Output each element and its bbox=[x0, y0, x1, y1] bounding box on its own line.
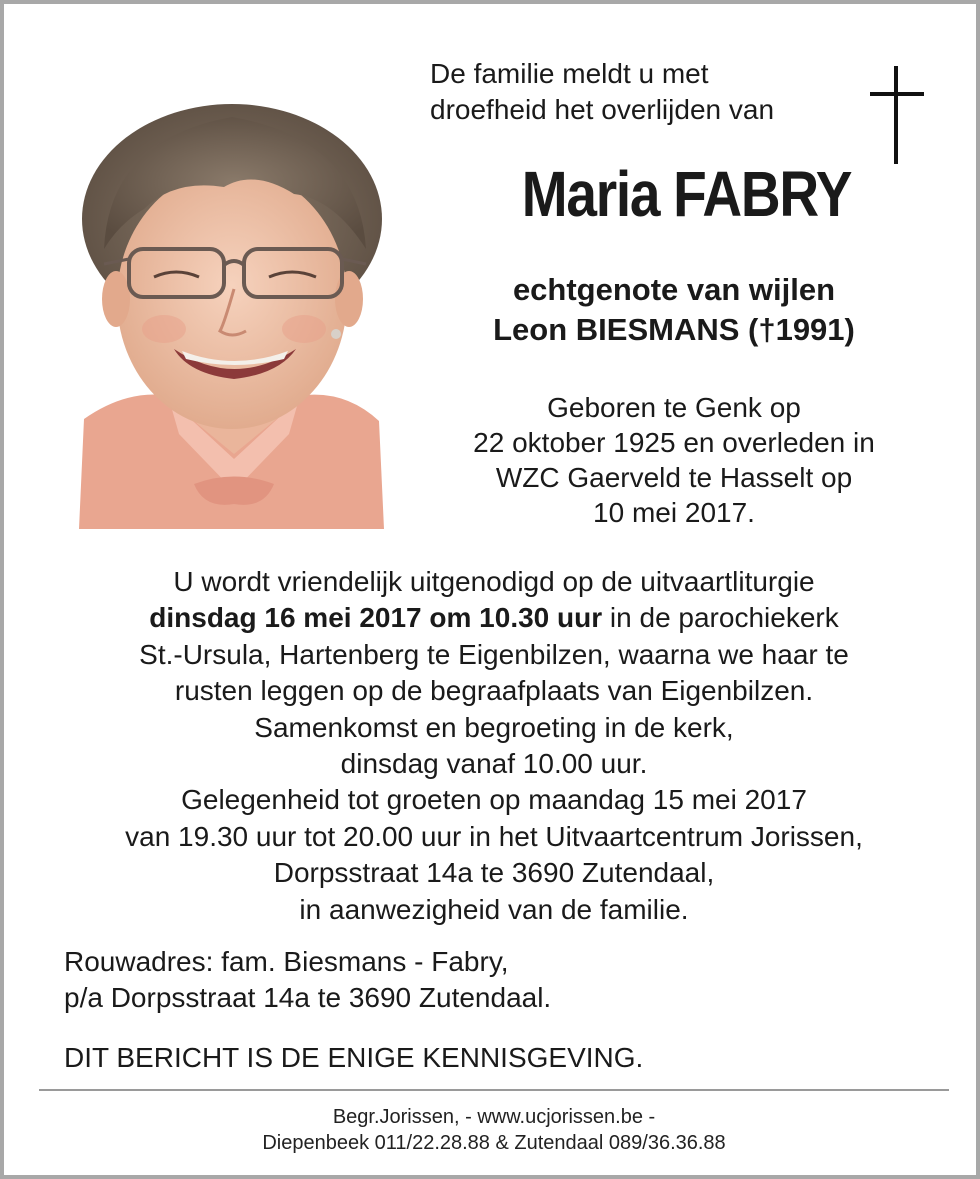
intro-line-2: droefheid het overlijden van bbox=[430, 94, 775, 125]
service-line-7: Gelegenheid tot groeten op maandag 15 mei 2017 bbox=[181, 784, 807, 816]
service-line-3: St.-Ursula, Hartenberg te Eigenbilzen, waarna we haar te bbox=[139, 638, 849, 670]
service-line-5: Samenkomst en begroeting in de kerk, bbox=[254, 711, 734, 743]
cross-icon bbox=[866, 66, 928, 164]
service-date-time: dinsdag 16 mei 2017 om 10.30 uur bbox=[149, 602, 603, 634]
portrait-photo bbox=[74, 99, 389, 529]
footer-line-1: Begr.Jorissen, - www.ucjorissen.be - bbox=[332, 1106, 656, 1128]
divider bbox=[39, 1089, 949, 1091]
service-location-intro: in de parochiekerk bbox=[602, 602, 839, 634]
birth-line-1: Geboren te Genk op bbox=[547, 392, 801, 423]
intro-text bbox=[430, 56, 850, 128]
service-line-1: U wordt vriendelijk uitgenodigd op de uitvaartliturgie bbox=[173, 566, 815, 597]
service-line-8: van 19.30 uur tot 20.00 uur in het Uitvaartcentrum Jorissen, bbox=[125, 820, 863, 852]
intro-line-1: De familie meldt u met bbox=[430, 58, 709, 89]
service-line-6: dinsdag vanaf 10.00 uur. bbox=[340, 748, 648, 780]
footer-line-2: Diepenbeek 011/22.28.88 & Zutendaal 089/36.36.88 bbox=[262, 1132, 726, 1154]
spouse-line-1: echtgenote van wijlen bbox=[512, 272, 836, 307]
spouse-line-2: Leon BIESMANS (†1991) bbox=[493, 312, 855, 347]
spouse-info bbox=[424, 270, 924, 350]
birth-line-4: 10 mei 2017. bbox=[593, 497, 755, 528]
deceased-name: Maria FABRY bbox=[521, 158, 852, 230]
mourning-address bbox=[64, 944, 924, 1016]
birth-death-info bbox=[424, 390, 924, 530]
address-line-1: Rouwadres: fam. Biesmans - Fabry, bbox=[64, 946, 509, 977]
service-line-9: Dorpsstraat 14a te 3690 Zutendaal, bbox=[273, 857, 715, 889]
funeral-service-info bbox=[4, 564, 980, 928]
birth-line-3: WZC Gaerveld te Hasselt op bbox=[495, 462, 853, 493]
birth-line-2: 22 oktober 1925 en overleden in bbox=[473, 427, 875, 458]
service-line-10: in aanwezigheid van de familie. bbox=[299, 893, 689, 925]
service-line-2 bbox=[4, 600, 980, 636]
undertaker-footer bbox=[4, 1104, 980, 1156]
service-line-4: rusten leggen op de begraafplaats van Eigenbilzen. bbox=[174, 675, 814, 707]
address-line-2: p/a Dorpsstraat 14a te 3690 Zutendaal. bbox=[64, 982, 552, 1013]
sole-notice: DIT BERICHT IS DE ENIGE KENNISGEVING. bbox=[64, 1042, 644, 1073]
